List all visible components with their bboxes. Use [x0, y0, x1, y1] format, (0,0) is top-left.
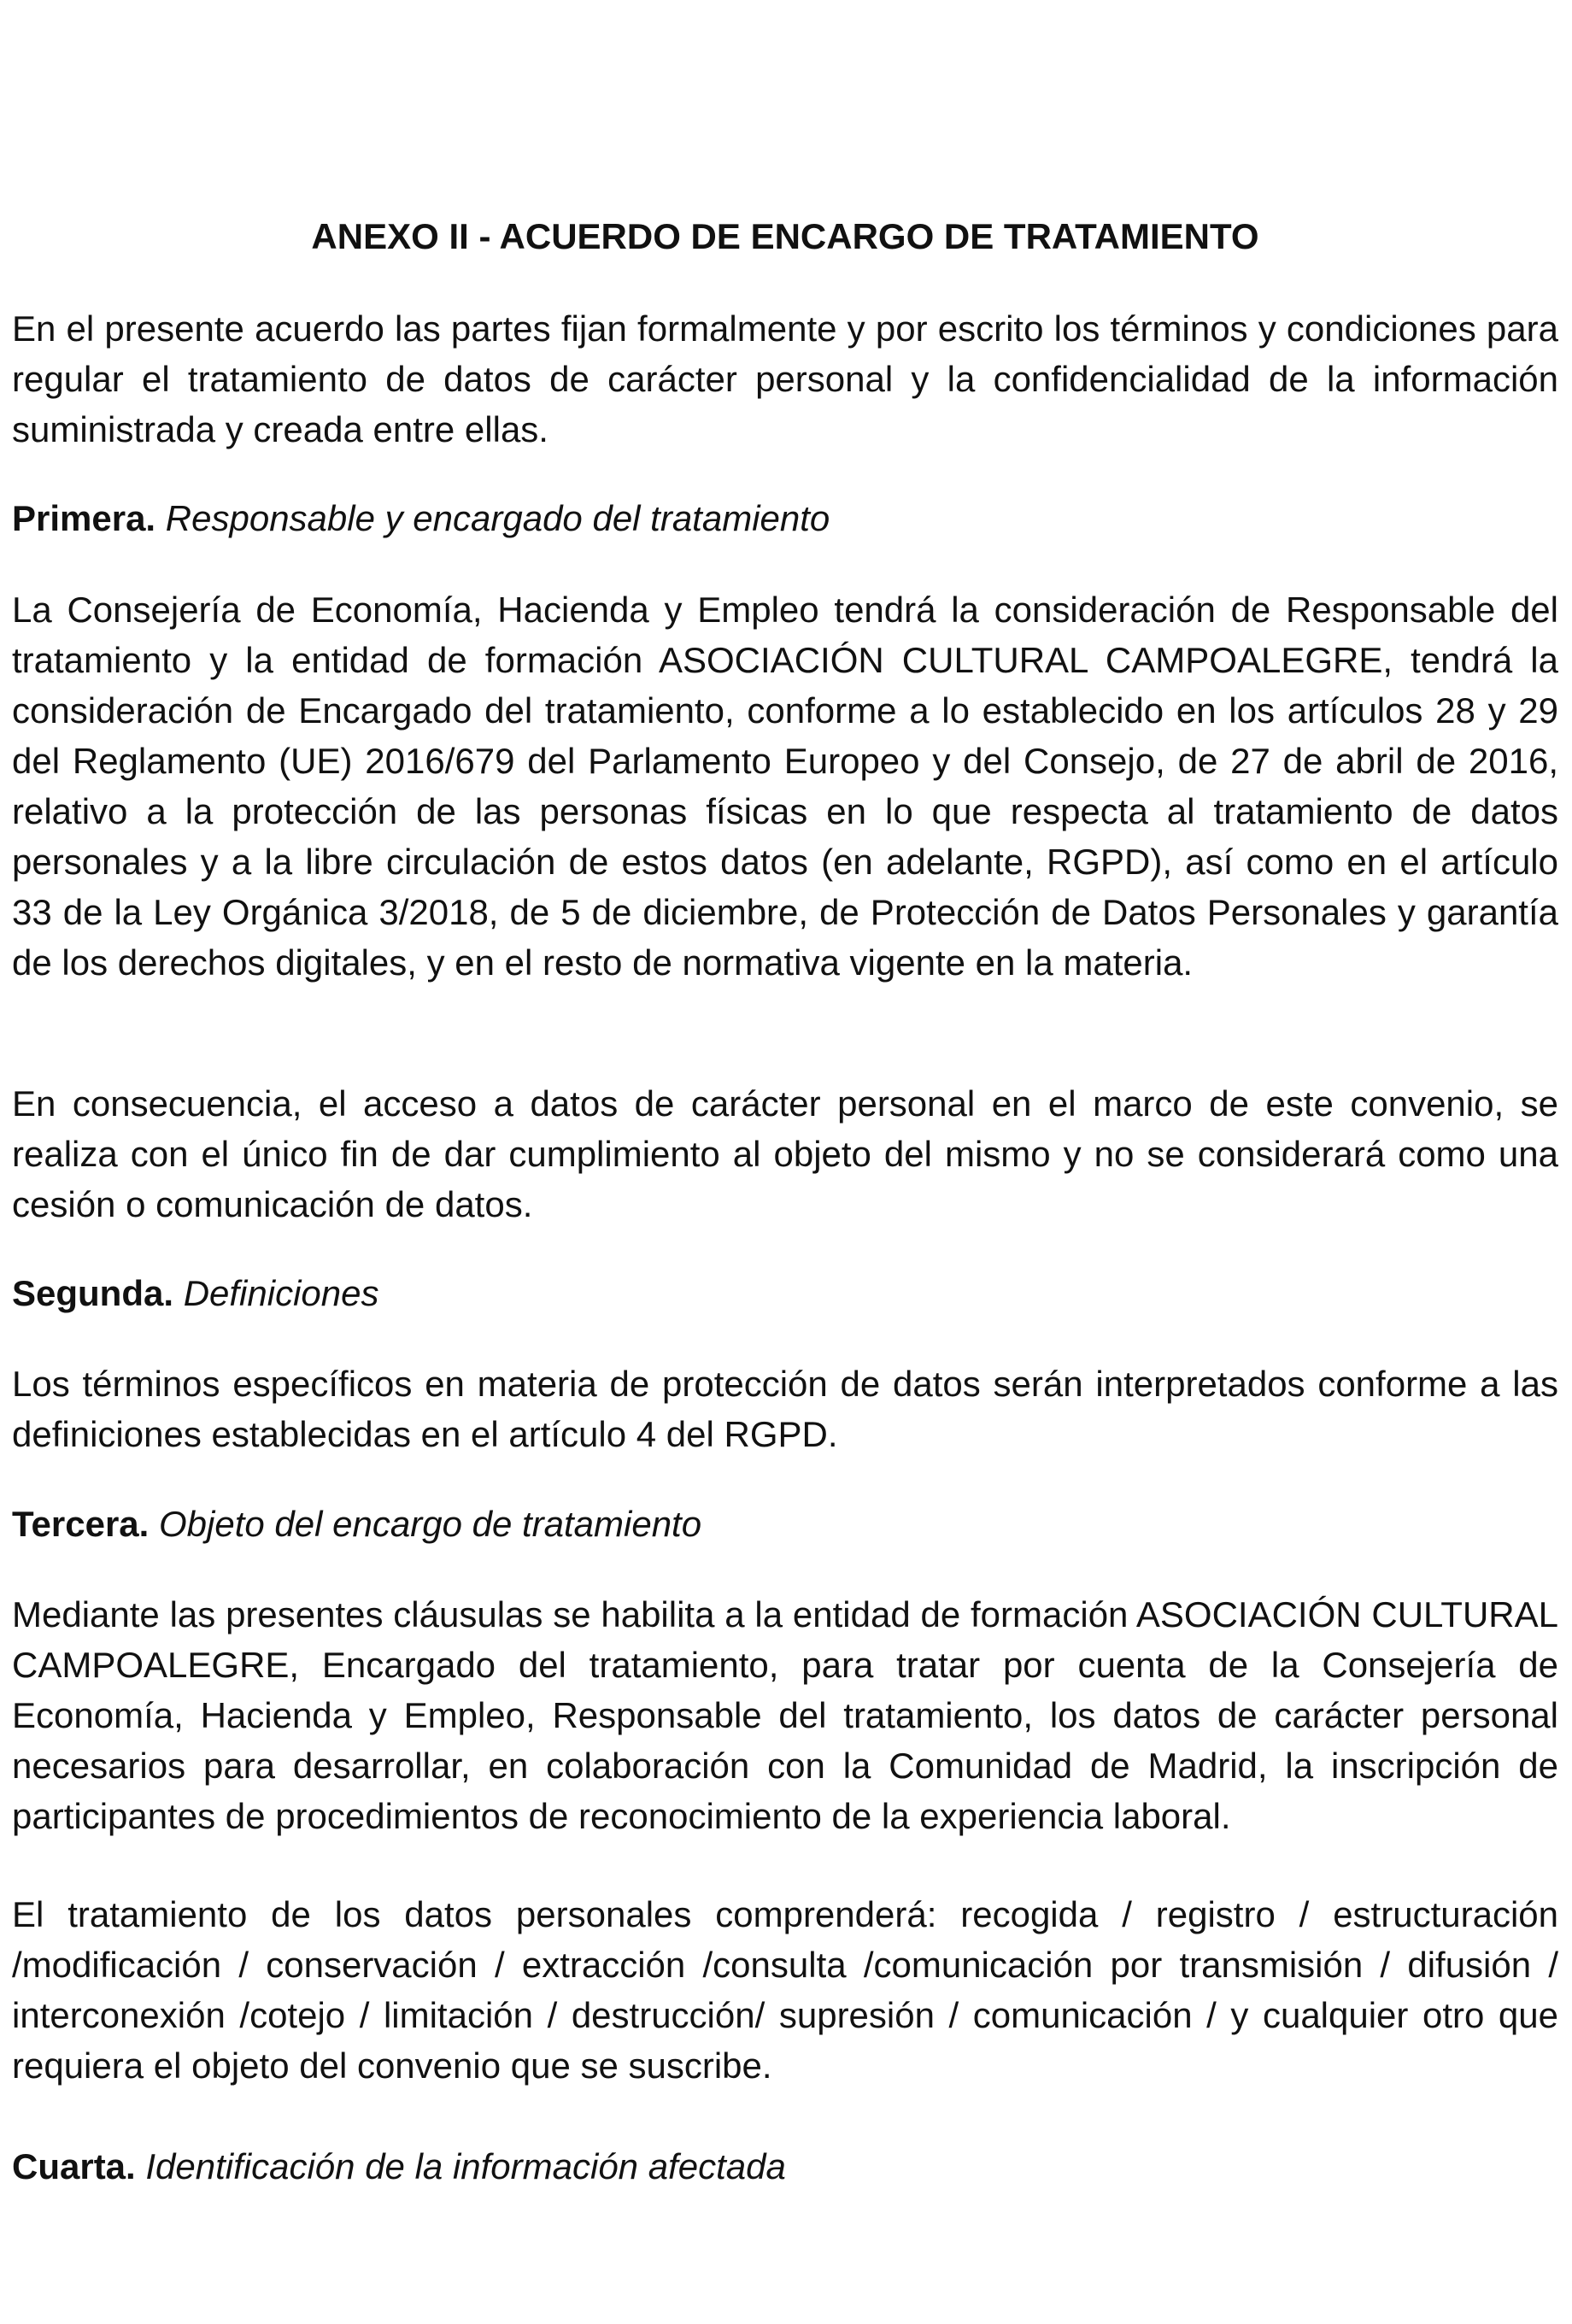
clause-paragraph: Los términos específicos en materia de protección de datos serán interpretados conforme a las definiciones establecidas en el artículo 4 del RGPD.	[12, 1364, 1558, 1454]
intro-paragraph: En el presente acuerdo las partes fijan formalmente y por escrito los términos y condiciones para regular el tratamiento de datos de carácter personal y la confidencialidad de la información suministrada y creada entre ellas.	[12, 308, 1558, 449]
clause-heading-cuarta	[12, 2141, 1558, 2192]
clause-number: Primera.	[12, 498, 156, 538]
clause-title: Definiciones	[183, 1273, 379, 1313]
clause-number: Cuarta.	[12, 2146, 136, 2186]
clause-number: Tercera.	[12, 1504, 150, 1544]
clause-paragraph: El tratamiento de los datos personales comprenderá: recogida / registro / estructuración /modificación / conservación / extracción /consulta /comunicación por transmisión / difusión / interconexión /cotejo / limitación / destrucción/ supresión / comunicación / y cualquier otro que requiera el objeto del convenio que se suscribe.	[12, 1894, 1558, 2086]
clause-heading-segunda	[12, 1268, 1558, 1318]
clause-title: Responsable y encargado del tratamiento	[165, 498, 830, 538]
clause-paragraph: Mediante las presentes cláusulas se habilita a la entidad de formación ASOCIACIÓN CULTURAL CAMPOALEGRE, Encargado del tratamiento, para tratar por cuenta de la Consejería de Economía, Hacienda y Empleo, Responsable del tratamiento, los datos de carácter personal necesarios para desarrollar, en colaboración con la Comunidad de Madrid, la inscripción de participantes de procedimientos de reconocimiento de la experiencia laboral.	[12, 1594, 1558, 1836]
clause-heading-primera	[12, 493, 1558, 543]
clause-number: Segunda.	[12, 1273, 174, 1313]
clause-title: Identificación de la información afectada	[145, 2146, 786, 2186]
clause-paragraph: En consecuencia, el acceso a datos de carácter personal en el marco de este convenio, se realiza con el único fin de dar cumplimiento al objeto del mismo y no se considerará como una cesión o comunicación de datos.	[12, 1083, 1558, 1224]
clause-title: Objeto del encargo de tratamiento	[159, 1504, 702, 1544]
clause-heading-tercera	[12, 1499, 1558, 1549]
clause-paragraph: La Consejería de Economía, Hacienda y Empleo tendrá la consideración de Responsable del tratamiento y la entidad de formación ASOCIACIÓN CULTURAL CAMPOALEGRE, tendrá la consideración de Encargado del tratamiento, conforme a lo establecido en los artículos 28 y 29 del Reglamento (UE) 2016/679 del Parlamento Europeo y del Consejo, de 27 de abril de 2016, relativo a la protección de las personas físicas en lo que respecta al tratamiento de datos personales y a la libre circulación de estos datos (en adelante, RGPD), así como en el artículo 33 de la Ley Orgánica 3/2018, de 5 de diciembre, de Protección de Datos Personales y garantía de los derechos digitales, y en el resto de normativa vigente en la materia.	[12, 590, 1558, 983]
document-title: ANEXO II - ACUERDO DE ENCARGO DE TRATAMIENTO	[311, 216, 1259, 256]
